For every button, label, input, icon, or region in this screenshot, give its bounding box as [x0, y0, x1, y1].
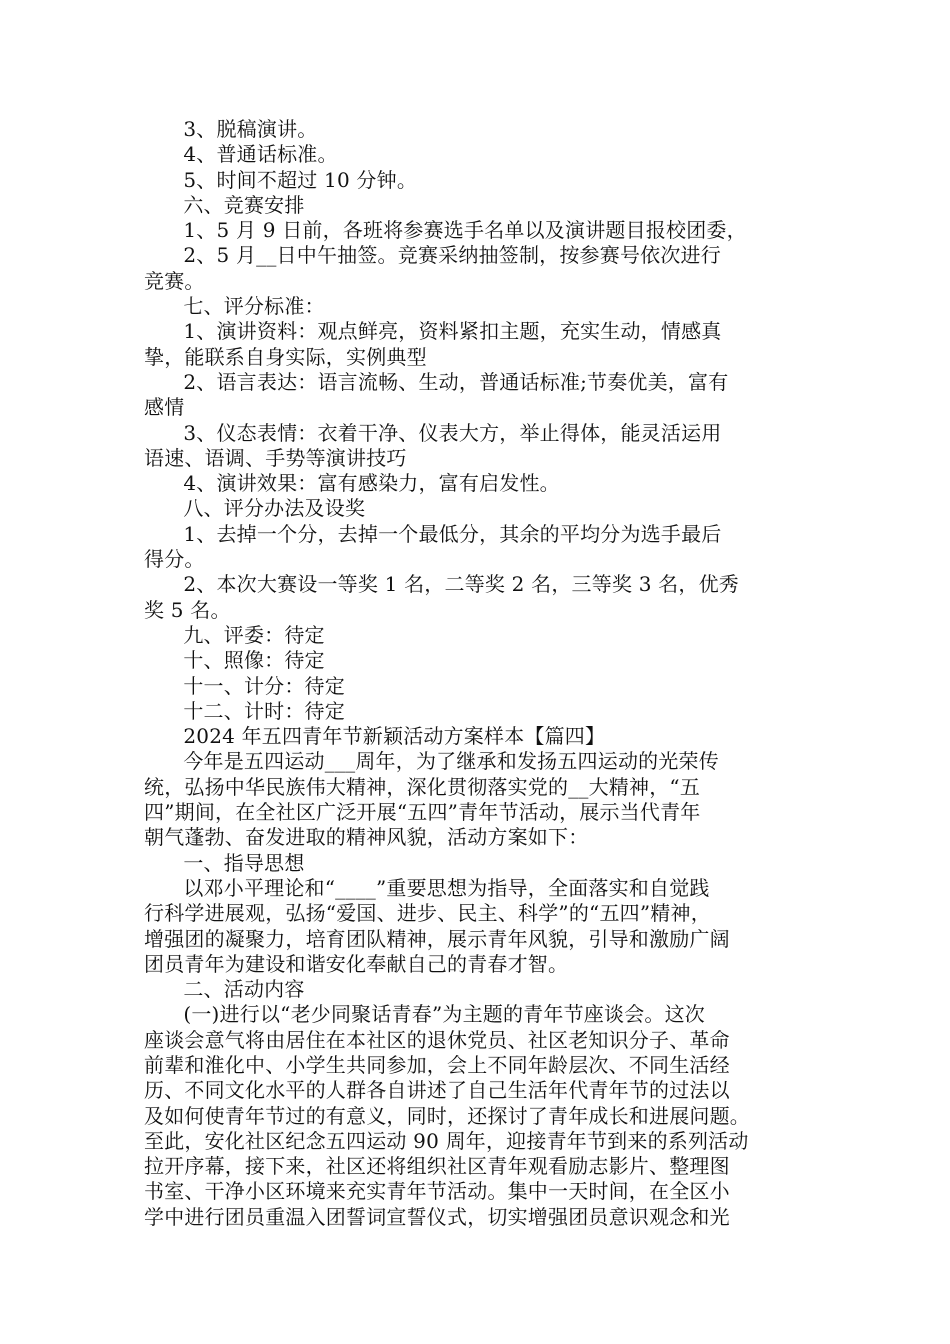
text-line: 座谈会意气将由居住在本社区的退休党员、社区老知识分子、革命	[144, 1027, 730, 1052]
text-line: 竞赛。	[144, 268, 205, 293]
section-heading: 十二、计时：待定	[144, 698, 345, 723]
section-heading: 十、照像：待定	[144, 648, 325, 673]
text-line: 团员青年为建设和谐安化奉献自己的青春才智。	[144, 951, 569, 976]
text-line: (一)进行以“老少同聚话青春”为主题的青年节座谈会。这次	[144, 1002, 705, 1027]
article-title: 2024 年五四青年节新颖活动方案样本【篇四】	[144, 724, 606, 749]
section-heading: 七、评分标准：	[144, 294, 325, 319]
text-line: 朝气蓬勃、奋发进取的精神风貌，活动方案如下：	[144, 825, 589, 850]
text-line: 四”期间，在全社区广泛开展“五四”青年节活动，展示当代青年	[144, 800, 701, 825]
text-line: 3、脱稿演讲。	[144, 117, 318, 141]
text-line: 增强团的凝聚力，培育团队精神，展示青年风貌，引导和激励广阔	[144, 926, 730, 951]
section-heading: 九、评委：待定	[144, 622, 325, 647]
text-line: 及如何使青年节过的有意义，同时，还探讨了青年成长和进展问题。	[144, 1103, 750, 1128]
text-line: 统，弘扬中华民族伟大精神，深化贯彻落实党的__大精神，“五	[144, 774, 701, 799]
text-line: 以邓小平理论和“____”重要思想为指导，全面落实和自觉践	[144, 875, 710, 900]
section-heading: 六、竞赛安排	[144, 192, 305, 217]
text-line: 2、语言表达：语言流畅、生动，普通话标准;节奏优美，富有	[144, 369, 729, 394]
section-heading: 一、指导思想	[144, 850, 305, 875]
text-line: 5、时间不超过 10 分钟。	[144, 167, 418, 192]
section-heading: 八、评分办法及设奖	[144, 496, 366, 521]
text-line: 奖 5 名。	[144, 597, 231, 622]
text-line: 学中进行团员重温入团誓词宣誓仪式，切实增强团员意识观念和光	[144, 1204, 730, 1229]
text-line: 1、5 月 9 日前，各班将参赛选手名单以及演讲题目报校团委，	[144, 218, 747, 243]
text-line: 3、仪态表情：衣着干净、仪表大方，举止得体，能灵活运用	[144, 420, 722, 445]
section-heading: 十一、计分：待定	[144, 673, 345, 698]
text-line: 挚，能联系自身实际，实例典型	[144, 344, 427, 369]
section-heading: 二、活动内容	[144, 977, 305, 1002]
text-line: 4、演讲效果：富有感染力，富有启发性。	[144, 471, 560, 496]
text-line: 得分。	[144, 547, 205, 572]
text-line: 2、5 月__日中午抽签。竞赛采纳抽签制，按参赛号依次进行	[144, 243, 721, 268]
text-line: 前辈和淮化中、小学生共同参加，会上不同年龄层次、不同生活经	[144, 1052, 730, 1077]
text-line: 至此，安化社区纪念五四运动 90 周年，迎接青年节到来的系列活动	[144, 1128, 749, 1153]
text-line: 1、演讲资料：观点鲜亮，资料紧扣主题，充实生动，情感真	[144, 319, 722, 344]
text-line: 书室、干净小区环境来充实青年节活动。集中一天时间，在全区小	[144, 1179, 730, 1204]
text-line: 感情	[144, 395, 185, 420]
text-line: 2、本次大赛设一等奖 1 名，二等奖 2 名，三等奖 3 名，优秀	[144, 572, 739, 597]
text-line: 今年是五四运动___周年，为了继承和发扬五四运动的光荣传	[144, 749, 719, 774]
text-line: 4、普通话标准。	[144, 142, 338, 167]
text-line: 拉开序幕，接下来，社区还将组织社区青年观看励志影片、整理图	[144, 1154, 730, 1179]
text-line: 历、不同文化水平的人群各自讲述了自己生活年代青年节的过法以	[144, 1078, 730, 1103]
document-body	[144, 117, 814, 1230]
text-line: 1、去掉一个分，去掉一个最低分，其余的平均分为选手最后	[144, 521, 722, 546]
text-line: 行科学进展观，弘扬“爱国、进步、民主、科学”的“五四”精神，	[144, 901, 711, 926]
text-line: 语速、语调、手势等演讲技巧	[144, 445, 407, 470]
